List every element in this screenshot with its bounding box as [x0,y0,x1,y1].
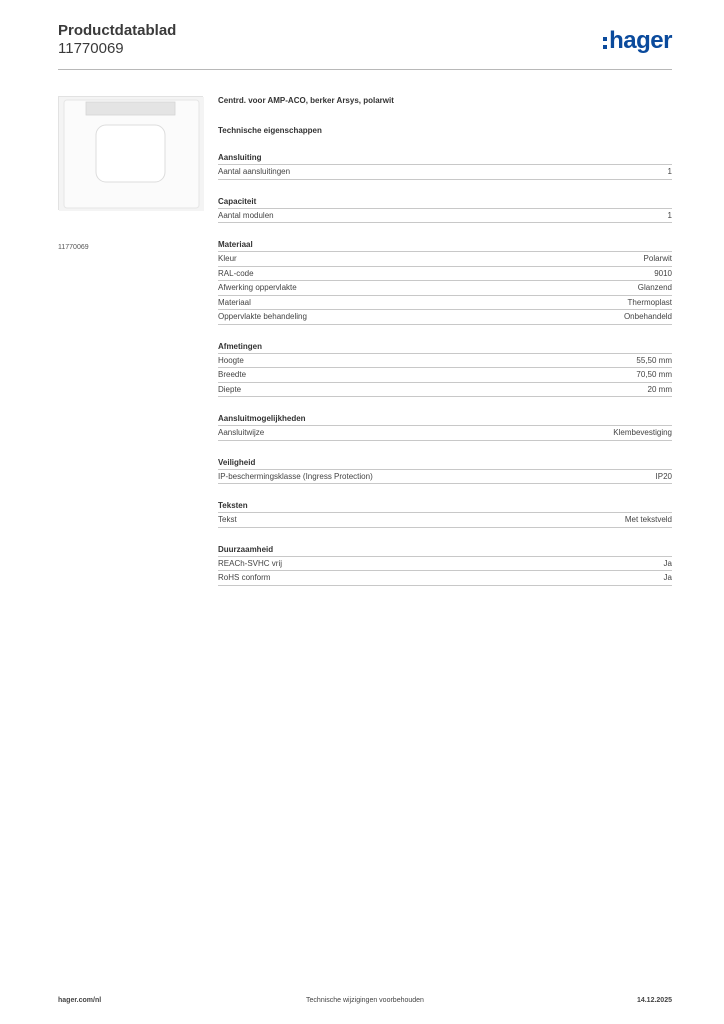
spec-row [218,165,672,180]
section-title: Teksten [218,501,672,513]
spec-label: Oppervlakte behandeling [218,312,307,321]
spec-section [218,458,672,485]
section-title: Capaciteit [218,197,672,209]
spec-row [218,296,672,311]
spec-label: Tekst [218,515,237,524]
footer-disclaimer: Technische wijzigingen voorbehouden [306,997,424,1004]
spec-section [218,501,672,528]
spec-value: 1 [667,167,672,176]
spec-label: RAL-code [218,268,254,278]
spec-row [218,354,672,369]
spec-row [218,368,672,383]
spec-value: 20 mm [647,384,672,394]
spec-section [218,545,672,586]
spec-row [218,281,672,296]
spec-value: 55,50 mm [636,355,672,365]
spec-label: REACh-SVHC vrij [218,558,283,568]
spec-label: Kleur [218,254,237,263]
hager-logo [603,28,672,54]
spec-value: Polarwit [643,254,672,263]
spec-value: IP20 [655,471,672,481]
section-title: Afmetingen [218,342,672,354]
spec-section [218,240,672,325]
spec-section [218,197,672,224]
product-number: 11770069 [58,40,124,57]
spec-label: Aantal modulen [218,210,274,220]
spec-row [218,470,672,485]
spec-row [218,426,672,441]
spec-label: Hoogte [218,355,244,365]
spec-row [218,267,672,282]
document-title: Productdatablad [58,22,177,39]
spec-section [218,414,672,441]
spec-row [218,209,672,224]
cover-plate-icon [59,97,204,211]
section-title: Aansluiting [218,153,672,165]
spec-label: Breedte [218,370,247,379]
page-header [58,22,672,70]
spec-sections [218,153,672,586]
product-image [58,96,203,210]
spec-value: Klembevestiging [613,428,672,437]
spec-label: IP-beschermingsklasse (Ingress Protection) [218,471,373,481]
section-title: Aansluitmogelijkheden [218,414,672,426]
spec-value: Glanzend [637,283,672,292]
spec-label: Diepte [218,384,242,394]
spec-value: Met tekstveld [624,515,672,524]
section-title: Duurzaamheid [218,545,672,557]
spec-row [218,310,672,325]
logo-dots-icon [603,37,607,49]
specifications [218,96,672,586]
section-title: Materiaal [218,240,672,252]
spec-value: Ja [663,573,672,582]
spec-row [218,252,672,267]
spec-row [218,513,672,528]
spec-label: Aansluitwijze [218,428,265,437]
spec-row [218,383,672,398]
spec-section [218,153,672,180]
spec-value: 9010 [654,268,672,278]
header-divider [58,69,672,70]
section-title: Veiligheid [218,458,672,470]
technical-properties-title: Technische eigenschappen [218,126,322,135]
product-description: Centrd. voor AMP-ACO, berker Arsys, polarwit [218,96,394,105]
spec-label: RoHS conform [218,573,271,582]
logo-text: hager [609,27,672,54]
spec-section [218,342,672,398]
spec-value: 70,50 mm [636,370,672,379]
spec-label: Afwerking oppervlakte [218,283,297,292]
spec-label: Materiaal [218,297,251,307]
spec-row [218,557,672,572]
spec-value: Onbehandeld [623,312,672,321]
footer-date: 14.12.2025 [636,997,672,1004]
footer-website: hager.com/nl [58,997,102,1004]
spec-row [218,571,672,586]
spec-value: Thermoplast [627,297,672,307]
spec-value: Ja [663,558,672,568]
image-caption: 11770069 [58,244,89,251]
spec-label: Aantal aansluitingen [218,167,291,176]
spec-value: 1 [667,210,672,220]
